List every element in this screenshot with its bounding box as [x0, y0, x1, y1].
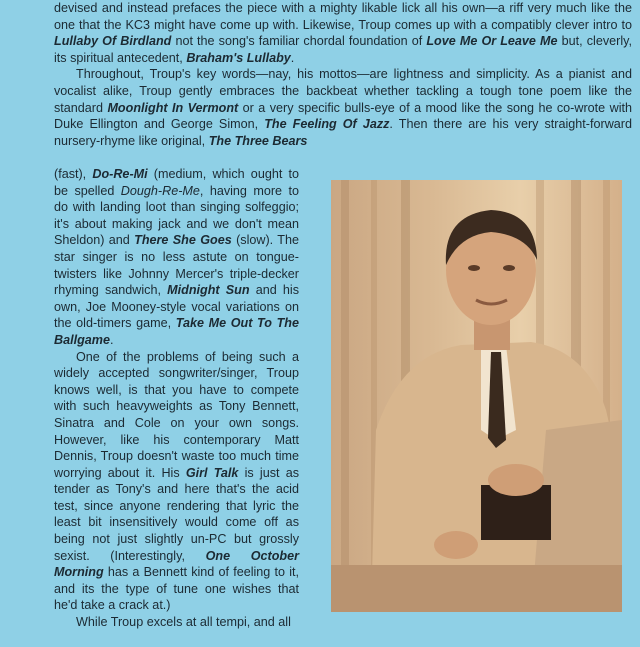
- italic-text: Dough-Re-Me: [120, 183, 200, 198]
- text-run: devised and instead prefaces the piece with a mighty likable lick all his own—a riff very much like the one that the KC3 might have come up with. Likewise, Troup comes up with a compatibly clever intro to: [54, 1, 632, 32]
- paragraph-2: [54, 66, 632, 149]
- text-run: While Troup excels at all tempi, and all: [76, 615, 291, 630]
- text-run: not the song's familiar chordal foundation of: [171, 34, 427, 49]
- text-run: (slow). The star singer is no less astute on tongue-twisters like Johnny Mercer's triple-decker rhyming sandwich,: [54, 233, 299, 298]
- song-title: One October Morning: [54, 548, 299, 580]
- text-run: .: [110, 332, 114, 347]
- text-run: (fast),: [54, 167, 93, 181]
- eye-right: [503, 265, 515, 271]
- text-run: or a very specific bulls-eye of a mood like the song he co-wrote with Duke Ellington and George Simon,: [54, 100, 632, 132]
- paragraph-4: [54, 614, 299, 631]
- hand-right: [488, 464, 544, 496]
- text-run: is just as tender as Tony's and here that's the acid test, since anyone rendering that lyric the least bit insensitively would come off as being not just slightly un-PC but grossly sexist. (Interestingly,: [54, 465, 299, 563]
- paragraph-2-continued: [54, 166, 299, 349]
- top-text-block: [54, 0, 632, 149]
- text-run: . Then there are his very straight-forward nursery-rhyme like original,: [54, 117, 632, 148]
- song-title: Girl Talk: [185, 465, 239, 480]
- text-run: (medium, which ought to be spelled: [54, 167, 299, 198]
- text-run: but, cleverly, its spiritual antecedent,: [54, 34, 632, 65]
- song-title: The Feeling Of Jazz: [264, 117, 390, 132]
- paragraph-3: [54, 349, 299, 615]
- text-run: One of the problems of being such a widely accepted songwriter/singer, Troup knows well, is that you have to compete with such heavyweights as Tony Bennett, Sinatra and Cole on your own songs. However, like his contemporary Matt Dennis, Troup doesn't waste too much time worrying about it. His: [54, 349, 299, 480]
- song-title: Do-Re-Mi: [92, 167, 148, 181]
- text-run: and his own, Joe Mooney-style vocal variations on the old-timers game,: [54, 283, 300, 331]
- song-title: Braham's Lullaby: [186, 50, 291, 65]
- hand-left: [434, 531, 478, 559]
- song-title: Take Me Out To The Ballgame: [54, 316, 299, 347]
- song-title: Moonlight In Vermont: [107, 100, 239, 115]
- text-run: .: [290, 50, 295, 65]
- song-title: Midnight Sun: [167, 283, 250, 298]
- left-column-text: [54, 166, 299, 631]
- song-title: The Three Bears: [208, 133, 308, 148]
- paragraph-1: [54, 0, 632, 66]
- song-title: Lullaby Of Birdland: [54, 34, 172, 49]
- table: [331, 565, 622, 612]
- eye-left: [468, 265, 480, 271]
- text-run: , having more to do with landing loot than singing solfeggio; it's about making jack and we don't mean Sheldon) and: [54, 183, 299, 248]
- text-run: Throughout, Troup's key words—nay, his mottos—are lightness and simplicity. As a pianist and vocalist alike, Troup gently embraces the backbeat whether tackling a tough tone poem like the standard: [54, 67, 632, 115]
- portrait-photo: [331, 180, 622, 612]
- song-title: There She Goes: [134, 233, 232, 248]
- song-title: Love Me Or Leave Me: [426, 34, 558, 49]
- portrait-illustration: [331, 180, 622, 612]
- text-run: has a Bennett kind of feeling to it, and its the type of tune one wishes that he'd take a crack at.): [54, 565, 299, 613]
